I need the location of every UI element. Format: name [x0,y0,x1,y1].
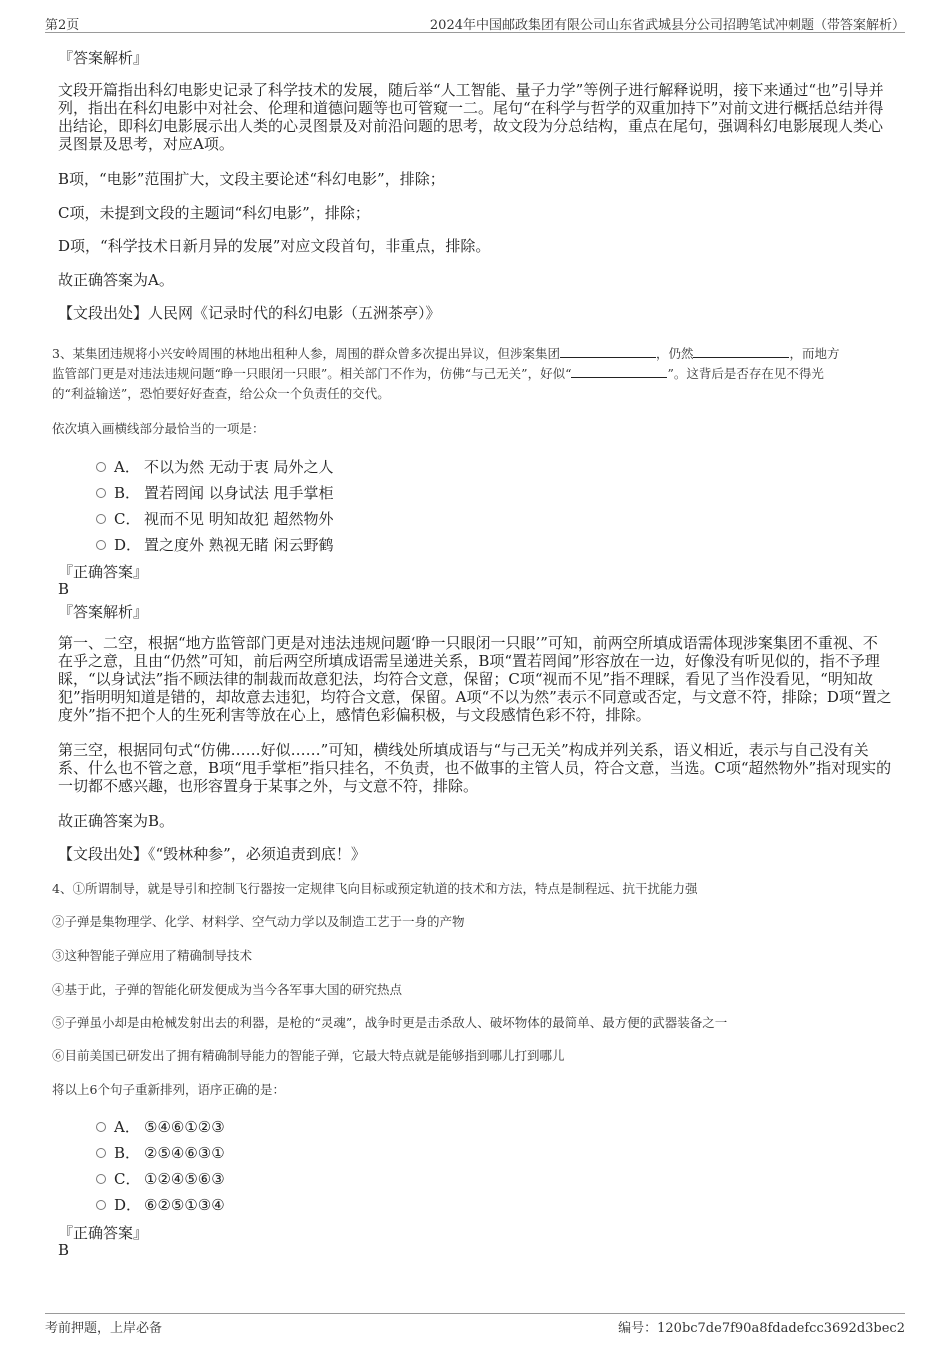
document-id: 编号：120bc7de7f90a8fdadefcc3692d3bec2 [618,1321,905,1336]
analysis-conclusion: 故正确答案为A。 [58,271,174,289]
radio-icon [96,1200,106,1210]
blank-3 [571,365,667,378]
correct-answer: B [58,580,70,598]
analysis-option-c: C项，未提到文段的主题词“科幻电影”，排除； [58,204,370,222]
page-number: 第2页 [45,18,80,33]
page-header [45,12,905,33]
radio-icon [96,1148,106,1158]
q4-option-c[interactable]: C． ①②④⑤⑥③ [96,1168,225,1189]
analysis-paragraph-2: 第三空，根据同句式“仿佛……好似……”可知，横线处所填成语与“与己无关”构成并列关系，语义相近，表示与自己没有关系、什么也不管之意，B项“甩手掌柜”指只挂名，不负责，也不做事的主管人员，符合文意，当选。C项“超然物外”指对现实的一切都不感兴趣，也形容置身于某事之外，与文意不符，排除。 [58,741,892,795]
analysis-label: 『答案解析』 [58,49,149,67]
radio-icon [96,1174,106,1184]
document-title: 2024年中国邮政集团有限公司山东省武城县分公司招聘笔试冲刺题（带答案解析） [429,18,905,33]
radio-icon [96,1122,106,1132]
q4-option-b[interactable]: B． ②⑤④⑥③① [96,1142,225,1163]
question-3-prompt: 依次填入画横线部分最恰当的一项是： [52,421,265,436]
question-4-sentence-3: ③这种智能子弹应用了精确制导技术 [52,948,253,963]
question-4-sentence-4: ④基于此，子弹的智能化研发便成为当今各军事大国的研究热点 [52,982,403,997]
q3-option-d[interactable]: D． 置之度外 熟视无睹 闲云野鹤 [96,534,334,555]
correct-answer-label: 『正确答案』 [58,1224,149,1242]
radio-icon [96,462,106,472]
question-4-sentence-2: ②子弹是集物理学、化学、材料学、空气动力学以及制造工艺于一身的产物 [52,914,465,929]
blank-1 [560,345,656,358]
page-footer [45,1313,905,1336]
radio-icon [96,488,106,498]
analysis-option-b: B项，“电影”范围扩大，文段主要论述“科幻电影”，排除； [58,170,445,188]
analysis-paragraph: 文段开篇指出科幻电影史记录了科学技术的发展，随后举“人工智能、量子力学”等例子进行解释说明，接下来通过“也”引导并列，指出在科幻电影中对社会、伦理和道德问题等也可管窥一二。尾句“在科学与哲学的双重加持下”对前文进行概括总结并得出结论，即科幻电影展示出人类的心灵图景及对前沿问题的思考，故文段为分总结构，重点在尾句，强调科幻电影展现人类心灵图景及思考，对应A项。 [58,81,884,153]
q4-option-d[interactable]: D． ⑥②⑤①③④ [96,1194,225,1215]
question-3-stem: 3、某集团违规将小兴安岭周围的林地出租种人参，周围的群众曾多次提出异议，但涉案集团 ，仍然 ，而地方 监管部门更是对违法违规问题“睁一只眼闭一只眼”。相关部门不作为，仿佛“与己无关”，好似“ ”。这背后是否存在见不得光 的“利益输送”，恐怕要好好查查，给公众一个负责任的交代。 [52,346,840,401]
radio-icon [96,540,106,550]
source-citation: 【文段出处】《“毁林种参”，必须追责到底！》 [58,845,366,863]
source-citation: 【文段出处】人民网《记录时代的科幻电影（五洲茶亭）》 [58,304,441,322]
q3-option-c[interactable]: C． 视而不见 明知故犯 超然物外 [96,508,334,529]
blank-2 [693,345,789,358]
q4-option-a[interactable]: A． ⑤④⑥①②③ [96,1116,225,1137]
question-4-sentence-5: ⑤子弹虽小却是由枪械发射出去的利器，是枪的“灵魂”，战争时更是击杀敌人、破坏物体的最简单、最方便的武器装备之一 [52,1015,728,1030]
q3-option-a[interactable]: A． 不以为然 无动于衷 局外之人 [96,456,334,477]
analysis-option-d: D项，“科学技术日新月异的发展”对应文段首句，非重点，排除。 [58,237,491,255]
footer-slogan: 考前押题，上岸必备 [45,1321,163,1336]
question-4-prompt: 将以上6个句子重新排列，语序正确的是： [52,1082,285,1097]
correct-answer-label: 『正确答案』 [58,563,149,581]
q3-option-b[interactable]: B． 置若罔闻 以身试法 甩手掌柜 [96,482,334,503]
analysis-paragraph-1: 第一、二空，根据“地方监管部门更是对违法违规问题‘睁一只眼闭一只眼’”可知，前两空所填成语需体现涉案集团不重视、不在乎之意，且由“仍然”可知，前后两空所填成语需呈递进关系，B项“置若罔闻”形容放在一边，好像没有听见似的，指不予理睬，“以身试法”指不顾法律的制裁而故意犯法，均符合文意，保留；C项“视而不见”指不理睬，看见了当作没看见，“明知故犯”指明明知道是错的，却故意去违犯，均符合文意，保留。A项“不以为然”表示不同意或否定，与文意不符，排除；D项“置之度外”指不把个人的生死利害等放在心上，感情色彩偏积极，与文段感情色彩不符，排除。 [58,634,892,724]
question-4-sentence-6: ⑥目前美国已研发出了拥有精确制导能力的智能子弹，它最大特点就是能够指到哪儿打到哪儿 [52,1048,565,1063]
correct-answer: B [58,1241,70,1259]
radio-icon [96,514,106,524]
question-4-sentence-1: 4、①所谓制导，就是导引和控制飞行器按一定规律飞向目标或预定轨道的技术和方法，特点是制程远、抗干扰能力强 [52,881,698,896]
analysis-label: 『答案解析』 [58,603,149,621]
analysis-conclusion: 故正确答案为B。 [58,812,175,830]
